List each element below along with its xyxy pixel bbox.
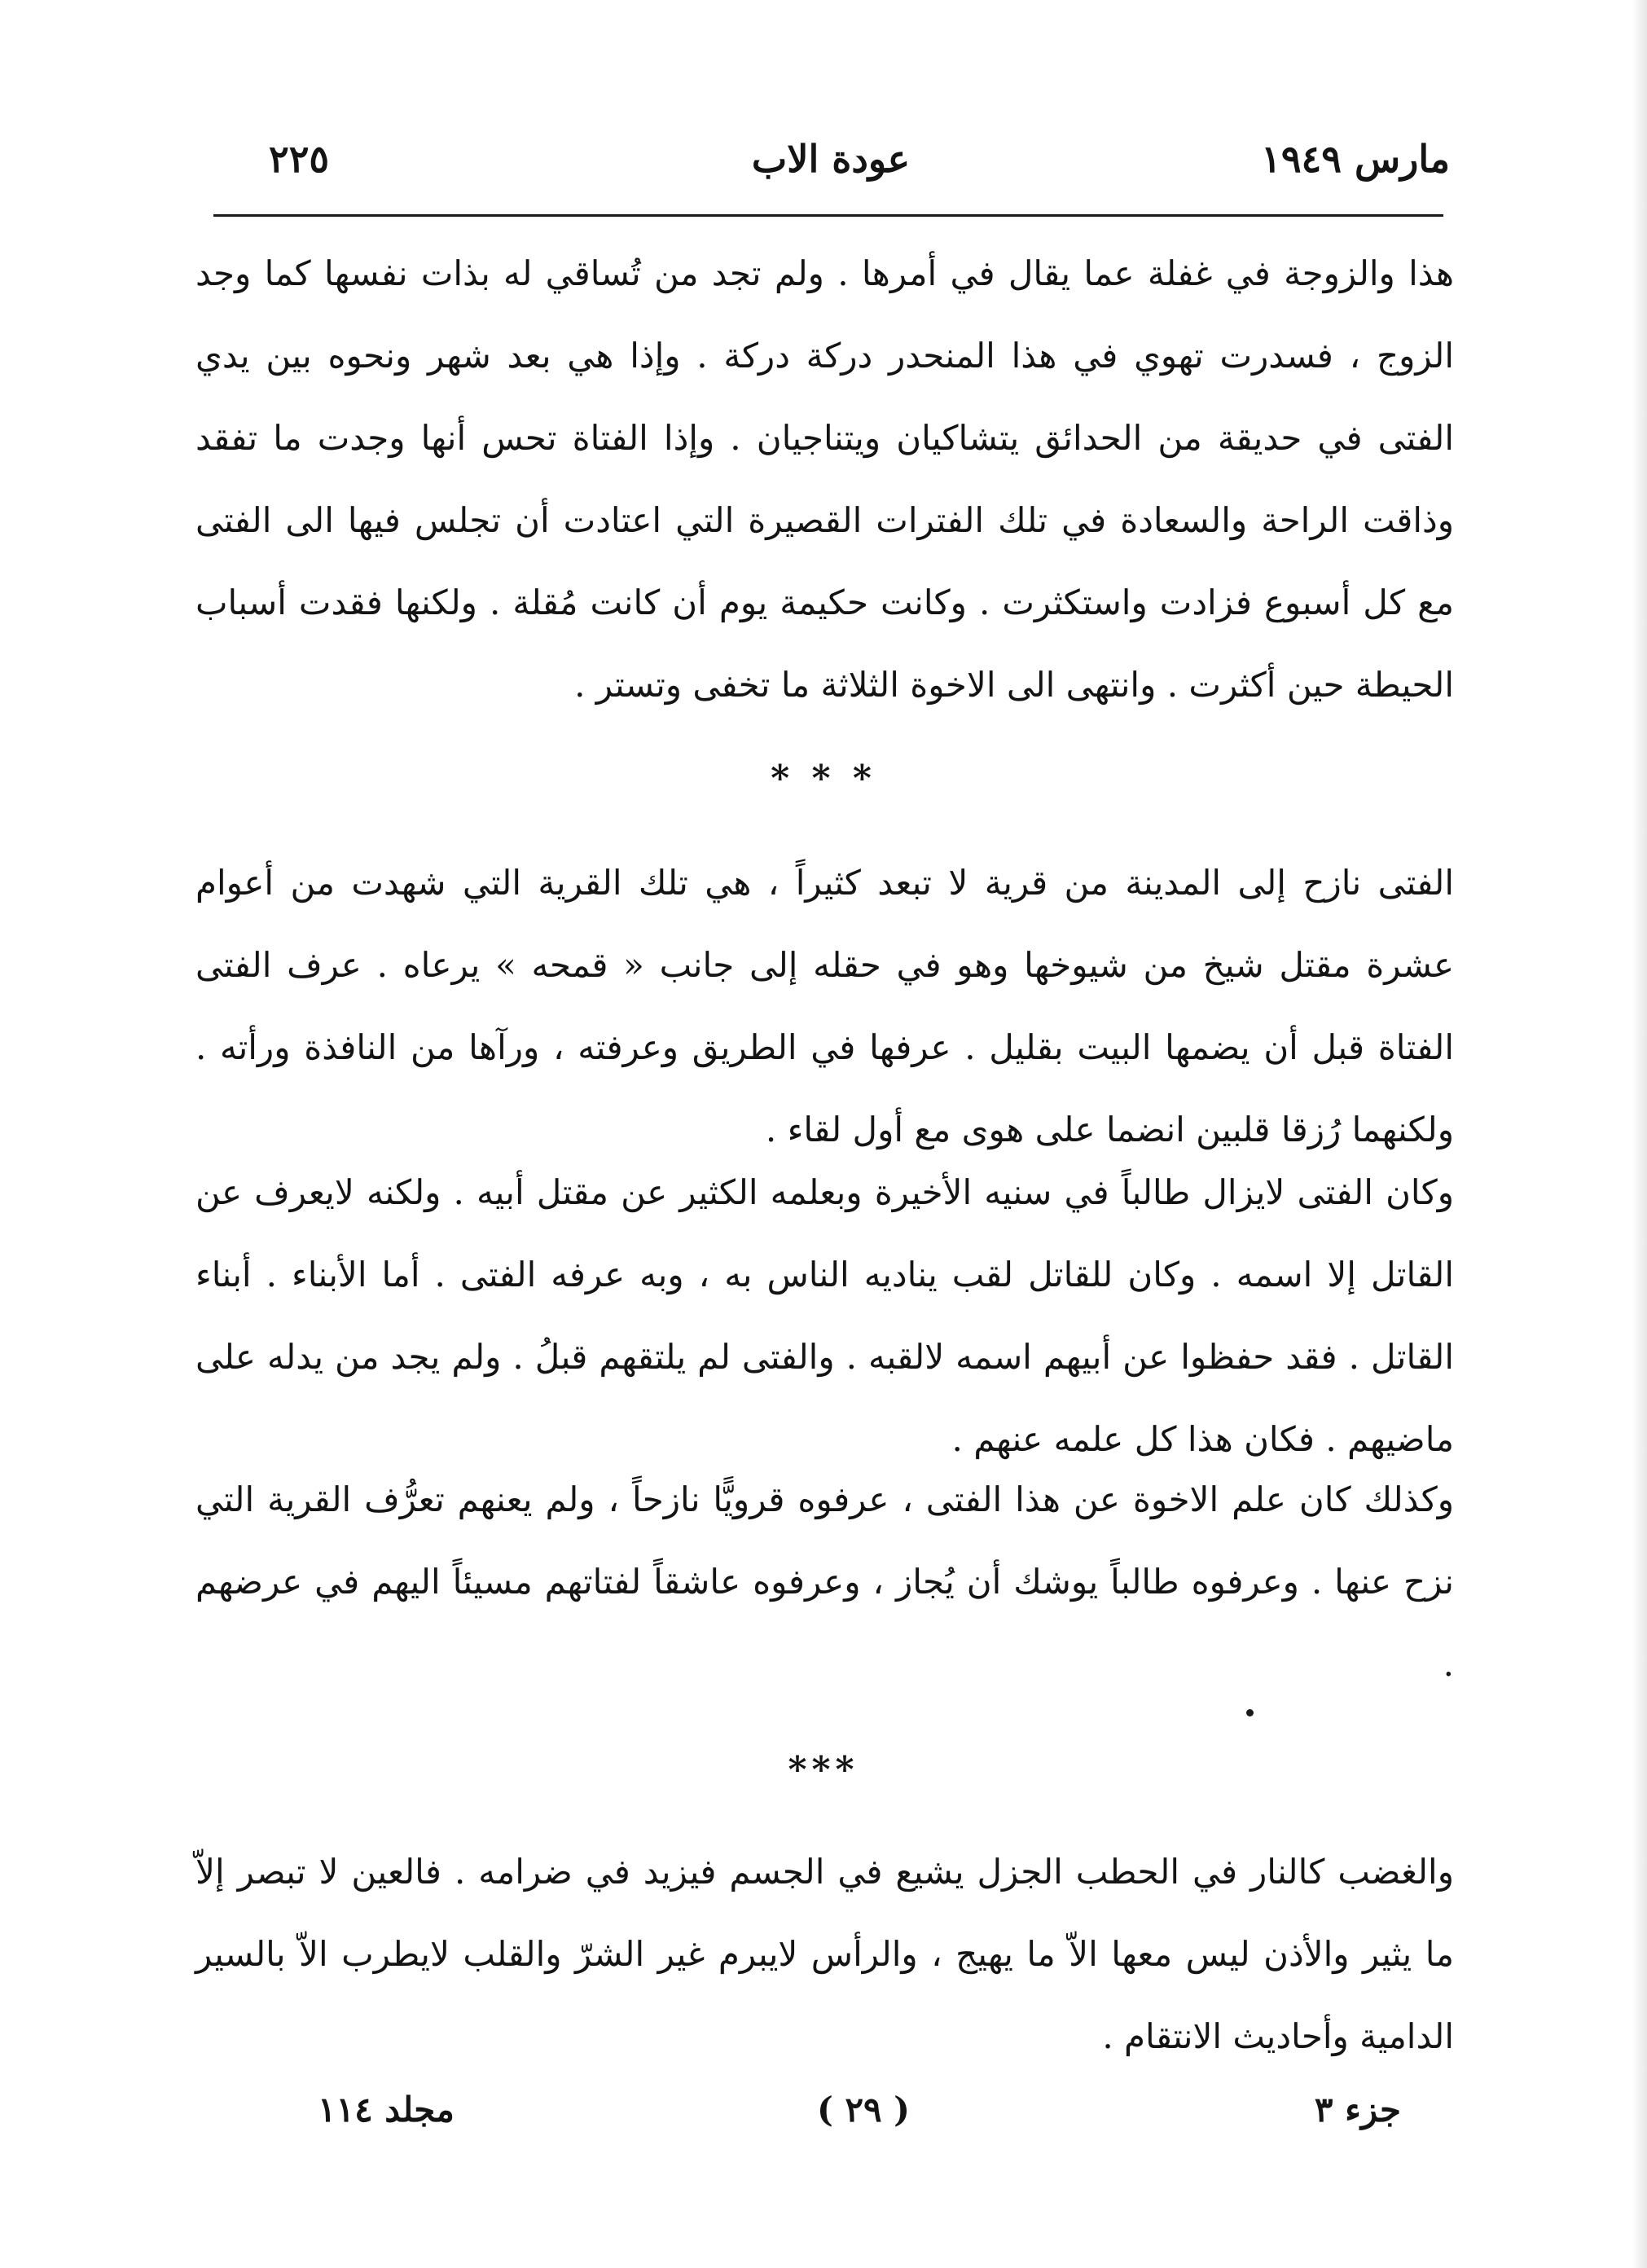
- section-separator-1: * * *: [771, 758, 876, 799]
- footer-part: جزء ٣: [1314, 2090, 1401, 2130]
- header-page-number: ٢٢٥: [269, 137, 330, 181]
- header-date: مارس ١٩٤٩: [1261, 137, 1450, 181]
- ink-dot: [1246, 1709, 1254, 1716]
- section-separator-2: ***: [788, 1749, 859, 1791]
- paragraph-5: والغضب كالنار في الحطب الجزل يشيع في الجسم فيزيد في ضرامه . فالعين لا تبصر إلاّ ما يثير والأذن ليس معها الاّ ما يهيج ، والرأس لايبرم غير الشرّ والقلب لايطرب الاّ بالسير الدامية وأحاديث الانتقام .: [195, 1852, 1454, 2056]
- running-footer: [310, 2081, 1417, 2147]
- paragraph-2: الفتى نازح إلى المدينة من قرية لا تبعد كثيراً ، هي تلك القرية التي شهدت من أعوام عشرة مقتل شيخ من شيوخها وهو في حقله إلى جانب « قمحه » يرعاه . عرف الفتى الفتاة قبل أن يضمها البيت بقليل . عرفها في الطريق وعرفته ، ورآها من النافذة ورأته . ولكنهما رُزقا قلبين انضما على هوى مع أول لقاء .: [195, 863, 1454, 1149]
- paragraph-4: وكذلك كان علم الاخوة عن هذا الفتى ، عرفوه قرويًّا نازحاً ، ولم يعنهم تعرُّف القرية التي نزح عنها . وعرفوه طالباً يوشك أن يُجاز ، وعرفوه عاشقاً لفتاتهم مسيئاً اليهم في عرضهم .: [195, 1479, 1454, 1684]
- paragraph-1: هذا والزوجة في غفلة عما يقال في أمرها . ولم تجد من تُساقي له بذات نفسها كما وجد الزوج ، فسدرت تهوي في هذا المنحدر دركة دركة . وإذا هي بعد شهر ونحوه بين يدي الفتى في حديقة من الحدائق يتشاكيان ويتناجيان . وإذا الفتاة تحس أنها وجدت ما تفقد وذاقت الراحة والسعادة في تلك الفترات القصيرة التي اعتادت أن تجلس فيها الى الفتى مع كل أسبوع فزادت واستكثرت . وكانت حكيمة يوم أن كانت مُقلة . ولكنها فقدت أسباب الحيطة حين أكثرت . وانتهى الى الاخوة الثلاثة ما تخفى وتستر .: [195, 253, 1454, 705]
- page-edge-shadow: [1632, 0, 1647, 2268]
- header-title: عودة الاب: [751, 137, 911, 181]
- header-divider: [213, 214, 1443, 217]
- footer-volume: مجلد ١١٤: [318, 2090, 455, 2130]
- footer-sheet-number: ( ٢٩ ): [816, 2090, 911, 2130]
- running-header: [212, 121, 1450, 194]
- paragraph-3: وكان الفتى لايزال طالباً في سنيه الأخيرة وبعلمه الكثير عن مقتل أبيه . ولكنه لايعرف عن القاتل إلا اسمه . وكان للقاتل لقب يناديه الناس به ، وبه عرفه الفتى . أما الأبناء . أبناء القاتل . فقد حفظوا عن أبيهم اسمه لالقبه . والفتى لم يلتقهم قبلُ . ولم يجد من يدله على ماضيهم . فكان هذا كل علمه عنهم .: [195, 1172, 1454, 1459]
